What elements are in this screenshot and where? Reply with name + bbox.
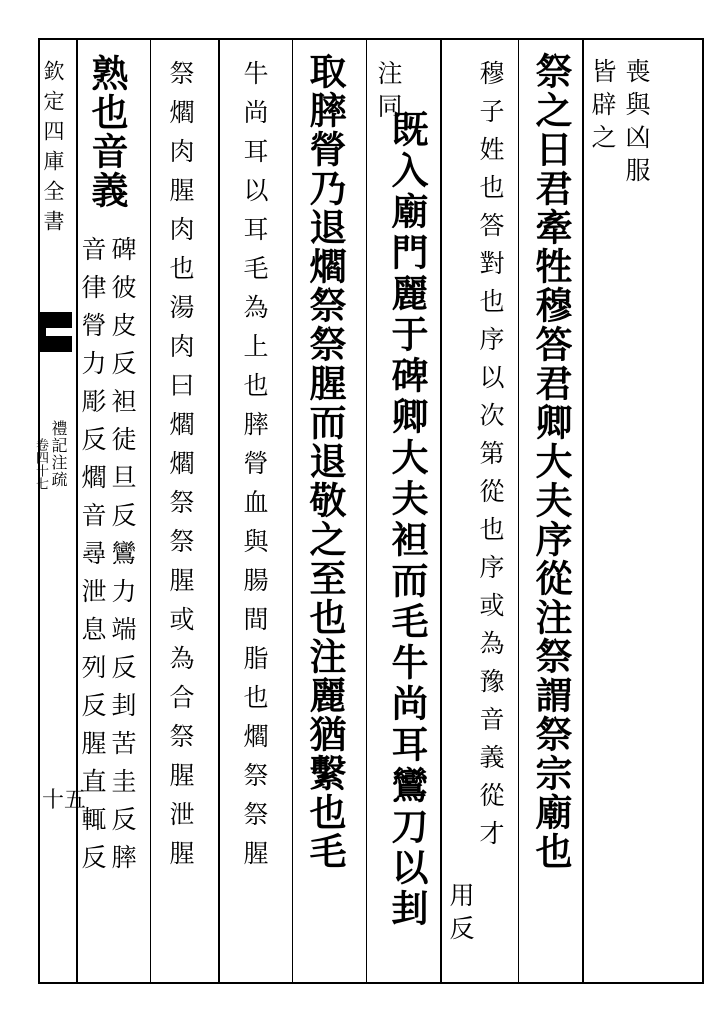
column-rule (218, 40, 220, 982)
text-column: 用反 (446, 882, 475, 948)
fishtail-mark (38, 312, 72, 352)
text-column: 祭之日君牽牲穆答君卿大夫序從注祭謂祭宗廟也 (529, 52, 573, 871)
section-title: 禮記注疏 (49, 420, 68, 488)
page-number: 十五 (42, 788, 87, 813)
column-rule (366, 40, 367, 982)
page-border (38, 38, 704, 984)
text-column: 熟也音義 (85, 54, 129, 210)
text-column: 既入廟門麗于碑卿大夫袒而毛牛尚耳鸞刀以刲 (385, 110, 429, 930)
text-column: 碑彼皮反袒徒旦反鸞力端反刲苦圭反膟 (108, 236, 137, 882)
text-column: 注同 (374, 60, 403, 126)
book-title: 欽定四庫全書 (41, 60, 65, 240)
text-column: 喪與凶服 (622, 58, 651, 190)
column-rule (440, 40, 442, 982)
column-rule (150, 40, 151, 982)
column-rule (292, 40, 293, 982)
text-column: 取膟膋乃退爓祭祭腥而退敬之至也注麗猶繫也毛 (303, 52, 347, 871)
text-column: 皆辟之 (588, 58, 617, 157)
text-column: 牛尚耳以耳毛為上也膟膋血與腸間脂也爓祭祭腥 (240, 60, 269, 879)
text-column: 祭爓肉腥肉也湯肉曰爓爓祭祭腥或為合祭腥泄腥 (166, 60, 195, 879)
column-rule (582, 40, 584, 982)
text-column: 穆子姓也答對也序以次第從也序或為豫音義從才 (476, 60, 505, 858)
volume-label: 卷四十七 (33, 438, 48, 490)
text-column: 音律膋力彫反爓音尋泄息列反腥直輒反 (78, 236, 107, 882)
column-rule (518, 40, 519, 982)
